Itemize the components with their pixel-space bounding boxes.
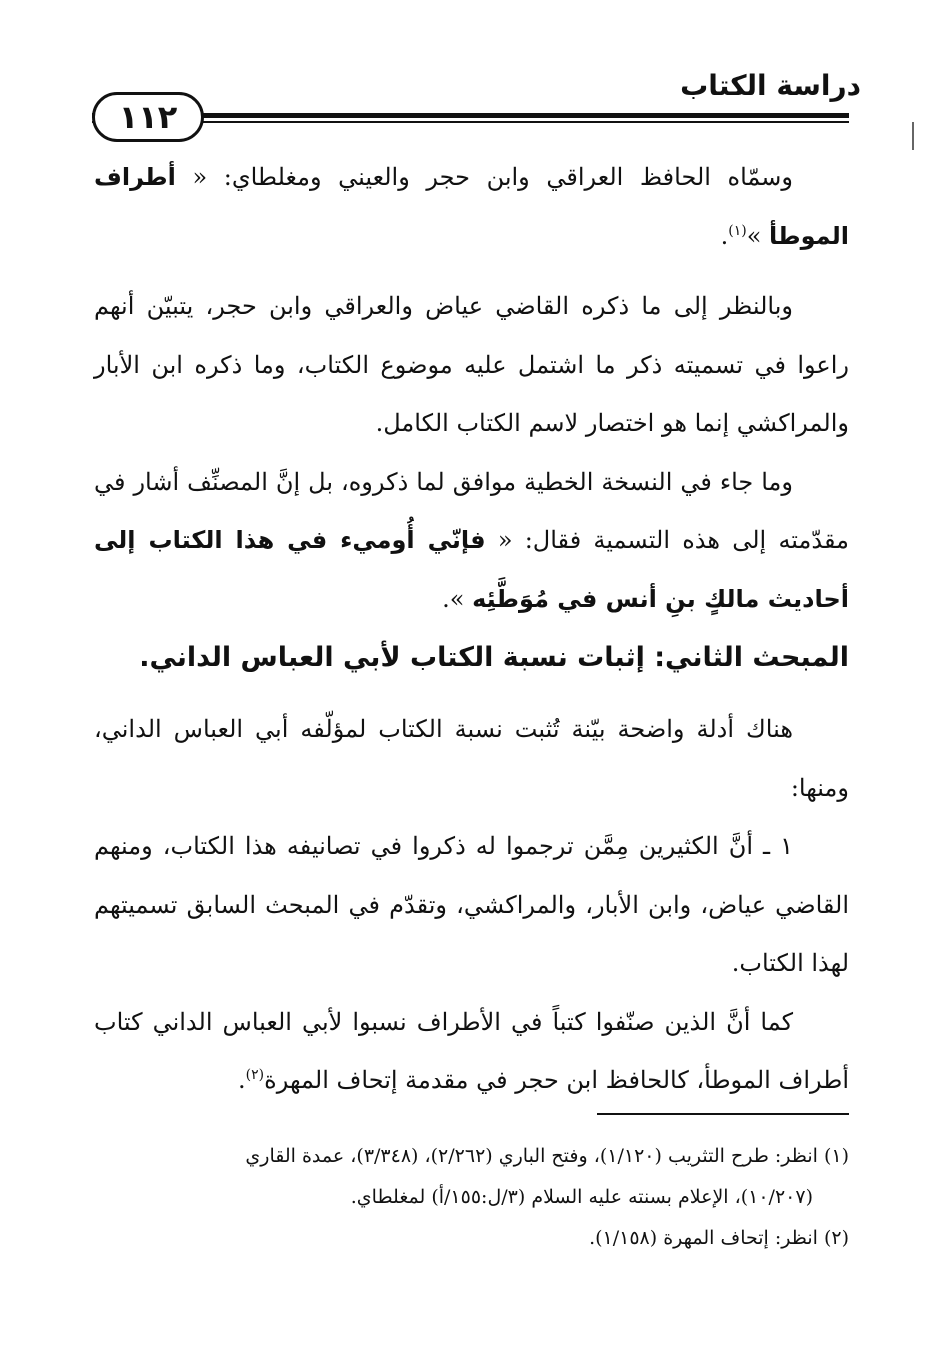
footnote-1: (١) انظر: طرح التثريب (١/١٢٠)، وفتح الباري (٢/٢٦٢)، (٣/٣٤٨)، عمدة القاري [245, 1145, 849, 1167]
section-heading: المبحث الثاني: إثبات نسبة الكتاب لأبي العباس الداني. [139, 642, 849, 673]
main-text [94, 148, 849, 1110]
paragraph-6-end: . [238, 1066, 246, 1094]
running-title: دراسة الكتاب [680, 69, 861, 102]
paragraph-4: هناك أدلة واضحة بيّنة تُثبت نسبة الكتاب لمؤلّفه أبي العباس الداني، ومنها: [94, 715, 849, 802]
paragraph-3-text: وما جاء في النسخة الخطية موافق لما ذكروه، بل إنَّ المصنِّف أشار في مقدّمته إلى هذه التسمية فقال: « [94, 467, 849, 554]
paragraph-3 [94, 453, 849, 629]
paragraph-6 [94, 993, 849, 1110]
page-number: ١١٢ [92, 92, 204, 142]
footnote-ref-2: (٢) [245, 1067, 265, 1083]
quoted-title: أطراف الموطأ [94, 163, 849, 250]
quote-close: ». [442, 584, 473, 613]
footnote-separator [597, 1113, 849, 1115]
scan-mark [912, 122, 914, 150]
header-rule-thin [92, 121, 849, 123]
paragraph-5: ١ ـ أنَّ الكثيرين مِمَّن ترجموا له ذكروا في تصانيفه هذا الكتاب، ومنهم القاضي عياض، وابن الأبار، والمراكشي، وتقدّم في المبحث السابق تسميتهم لهذا الكتاب. [94, 832, 850, 977]
paragraph-2: وبالنظر إلى ما ذكره القاضي عياض والعراقي وابن حجر، يتبيّن أنهم راعوا في تسميته ذكر ما اشتمل عليه موضوع الكتاب، وما ذكره ابن الأبار والمراكشي إنما هو اختصار لاسم الكتاب الكامل. [94, 292, 849, 437]
paragraph-1 [94, 148, 849, 265]
quoted-passage: فإنّي أُوميء في هذا الكتاب إلى أحاديث مالكٍ بنِ أنس في مُوَطَّئِه [94, 526, 849, 613]
footnote-1-continued: (١٠/٢٠٧)، الإعلام بسنته عليه السلام (٣/ل:١٥٥/أ) لمغلطاي. [350, 1186, 813, 1208]
paragraph-1-end: . [720, 221, 729, 250]
footnote-ref-1: (١) [728, 222, 747, 239]
footnote-2: (٢) انظر: إتحاف المهرة (١/١٥٨). [589, 1227, 849, 1249]
header-rule [92, 113, 849, 118]
paragraph-1-text: وسمّاه الحافظ العراقي وابن حجر والعيني ومغلطاي: « [175, 163, 793, 191]
paragraph-6-text: كما أنَّ الذين صنّفوا كتباً في الأطراف نسبوا لأبي العباس الداني كتاب أطراف الموطأ، كالحافظ ابن حجر في مقدمة إتحاف المهرة [94, 1007, 849, 1094]
footnotes [94, 1136, 849, 1259]
quote-close: » [746, 221, 769, 250]
